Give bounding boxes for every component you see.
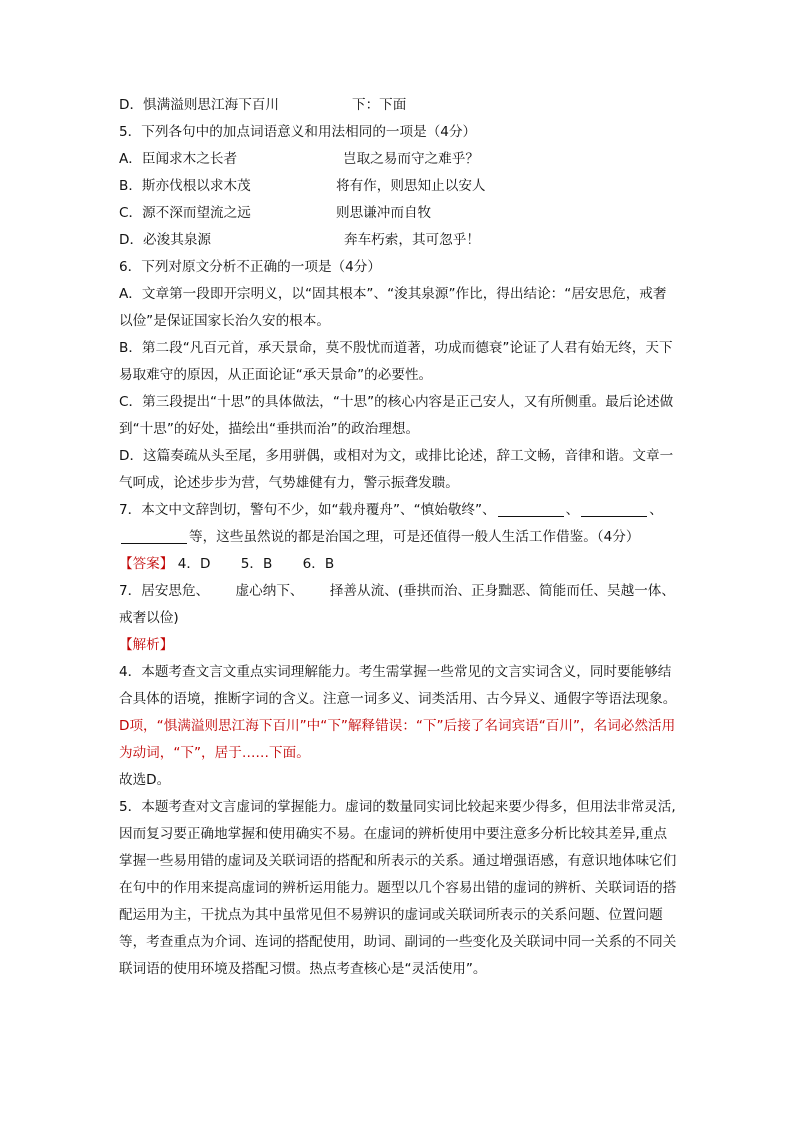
q6-option-d: D．这篇奏疏从头至尾，多用骈偶，或相对为文，或排比论述，辞工文畅，音律和谐。文章一气呵成，论述步步为营，气势雄健有力，警示振聋发聩。 (119, 448, 674, 491)
q7-line1 (119, 497, 679, 524)
q5-option-c-left: C．源不深而望流之远 (119, 205, 251, 221)
q5-option-c (119, 200, 679, 227)
q6-stem: 6．下列对原文分析不正确的一项是（4分） (119, 259, 381, 275)
q7-sep-2: 、 (649, 502, 663, 518)
q7-blank-2[interactable] (581, 500, 647, 517)
q5-option-a-left: A．臣闻求木之长者 (119, 151, 238, 167)
q5-option-a-right: 岂取之易而守之难乎？ (343, 151, 479, 167)
answer-4: 4．D (177, 556, 211, 572)
answer-label: 【答案】 (119, 556, 174, 572)
answer-7 (119, 578, 679, 632)
q7-blank-3[interactable] (121, 527, 187, 544)
document-body (119, 92, 679, 983)
answer-7-item-1: 7．居安思危、 (119, 583, 210, 599)
q7-sep-1: 、 (565, 502, 580, 518)
answer-5: 5．B (240, 556, 273, 572)
q5-option-d-right: 奔车朽索，其可忽乎！ (344, 232, 480, 248)
q4-option-d-text: D．惧满溢则思江海下百川 (119, 97, 279, 113)
answer-7-item-2: 虚心纳下、 (235, 583, 304, 599)
q5-option-a (119, 146, 679, 173)
answer-7-alternatives: (垂拱而治、正身黜恶、简能而任、吴越一体、戒奢以俭) (119, 583, 675, 626)
q7-text-b: 等，这些虽然说的都是治国之理，可是还值得一般人生活工作借鉴。（4分） (189, 529, 640, 545)
q5-stem: 5．下列各句中的加点词语意义和用法相同的一项是（4分） (119, 124, 477, 140)
q5-option-d (119, 227, 679, 254)
analysis-label: 【解析】 (119, 637, 174, 653)
q7-text-a: 7．本文中文辞剀切，警句不少，如“载舟覆舟”、“慎始敬终”、 (119, 502, 496, 518)
q5-option-b-left: B．斯亦伐根以求木茂 (119, 178, 251, 194)
q5-option-c-right: 则思谦冲而自牧 (336, 205, 432, 221)
q5-option-b (119, 173, 679, 200)
q5-option-b-right: 将有作，则思知止以安人 (336, 178, 486, 194)
q6-option-a: A．文章第一段即开宗明义，以“固其根本”、“浚其泉源”作比，得出结论：“居安思危，戒奢以俭”是保证国家长治久安的根本。 (119, 286, 667, 329)
answer-row (119, 551, 679, 578)
analysis-4-conclusion: 故选D。 (119, 772, 171, 788)
q7-blank-1[interactable] (498, 500, 564, 517)
analysis-4-option-d: D项，“惧满溢则思江海下百川”中“下”解释错误：“下”后接了名词宾语“百川”，名词必然活用为动词，“下”，居于……下面。 (119, 718, 676, 761)
q7-line2 (119, 524, 679, 551)
analysis-4: 4．本题考查文言文重点实词理解能力。考生需掌握一些常见的文言实词含义，同时要能够结合具体的语境，推断字词的含义。注意一词多义、词类活用、古今异义、通假字等语法现象。 (119, 664, 677, 707)
q4-option-d (119, 92, 679, 119)
q5-option-d-left: D．必浚其泉源 (119, 232, 212, 248)
q6-option-b: B．第二段“凡百元首，承天景命，莫不殷忧而道著，功成而德衰”论证了人君有始无终，天下易取难守的原因，从正面论证“承天景命”的必要性。 (119, 340, 673, 383)
q4-option-d-gloss: 下：下面 (352, 97, 407, 113)
answer-7-item-3: 择善从流、 (329, 583, 398, 599)
q6-option-c: C．第三段提出“十思”的具体做法，“十思”的核心内容是正己安人，又有所侧重。最后论述做到“十思”的好处，描绘出“垂拱而治”的政治理想。 (119, 394, 674, 437)
answer-6: 6．B (302, 556, 335, 572)
analysis-5: 5．本题考查对文言虚词的掌握能力。虚词的数量同实词比较起来要少得多，但用法非常灵活,因而复习要正确地掌握和使用确实不易。在虚词的辨析使用中要注意多分析比较其差异,重点掌握一些易用错的虚词及关联词语的搭配和所表示的关系。通过增强语感，有意识地体味它们在句中的作用来提高虚词的辨析运用能力。题型以几个容易出错的虚词的辨析、关联词语的搭配运用为主，干扰点为其中虽常见但不易辨识的虚词或关联词所表示的关系问题、位置问题等，考查重点为介词、连词的搭配使用，助词、副词的一些变化及关联词中同一关系的不同关联词语的使用环境及搭配习惯。热点考查核心是“灵活使用”。 (119, 799, 677, 977)
